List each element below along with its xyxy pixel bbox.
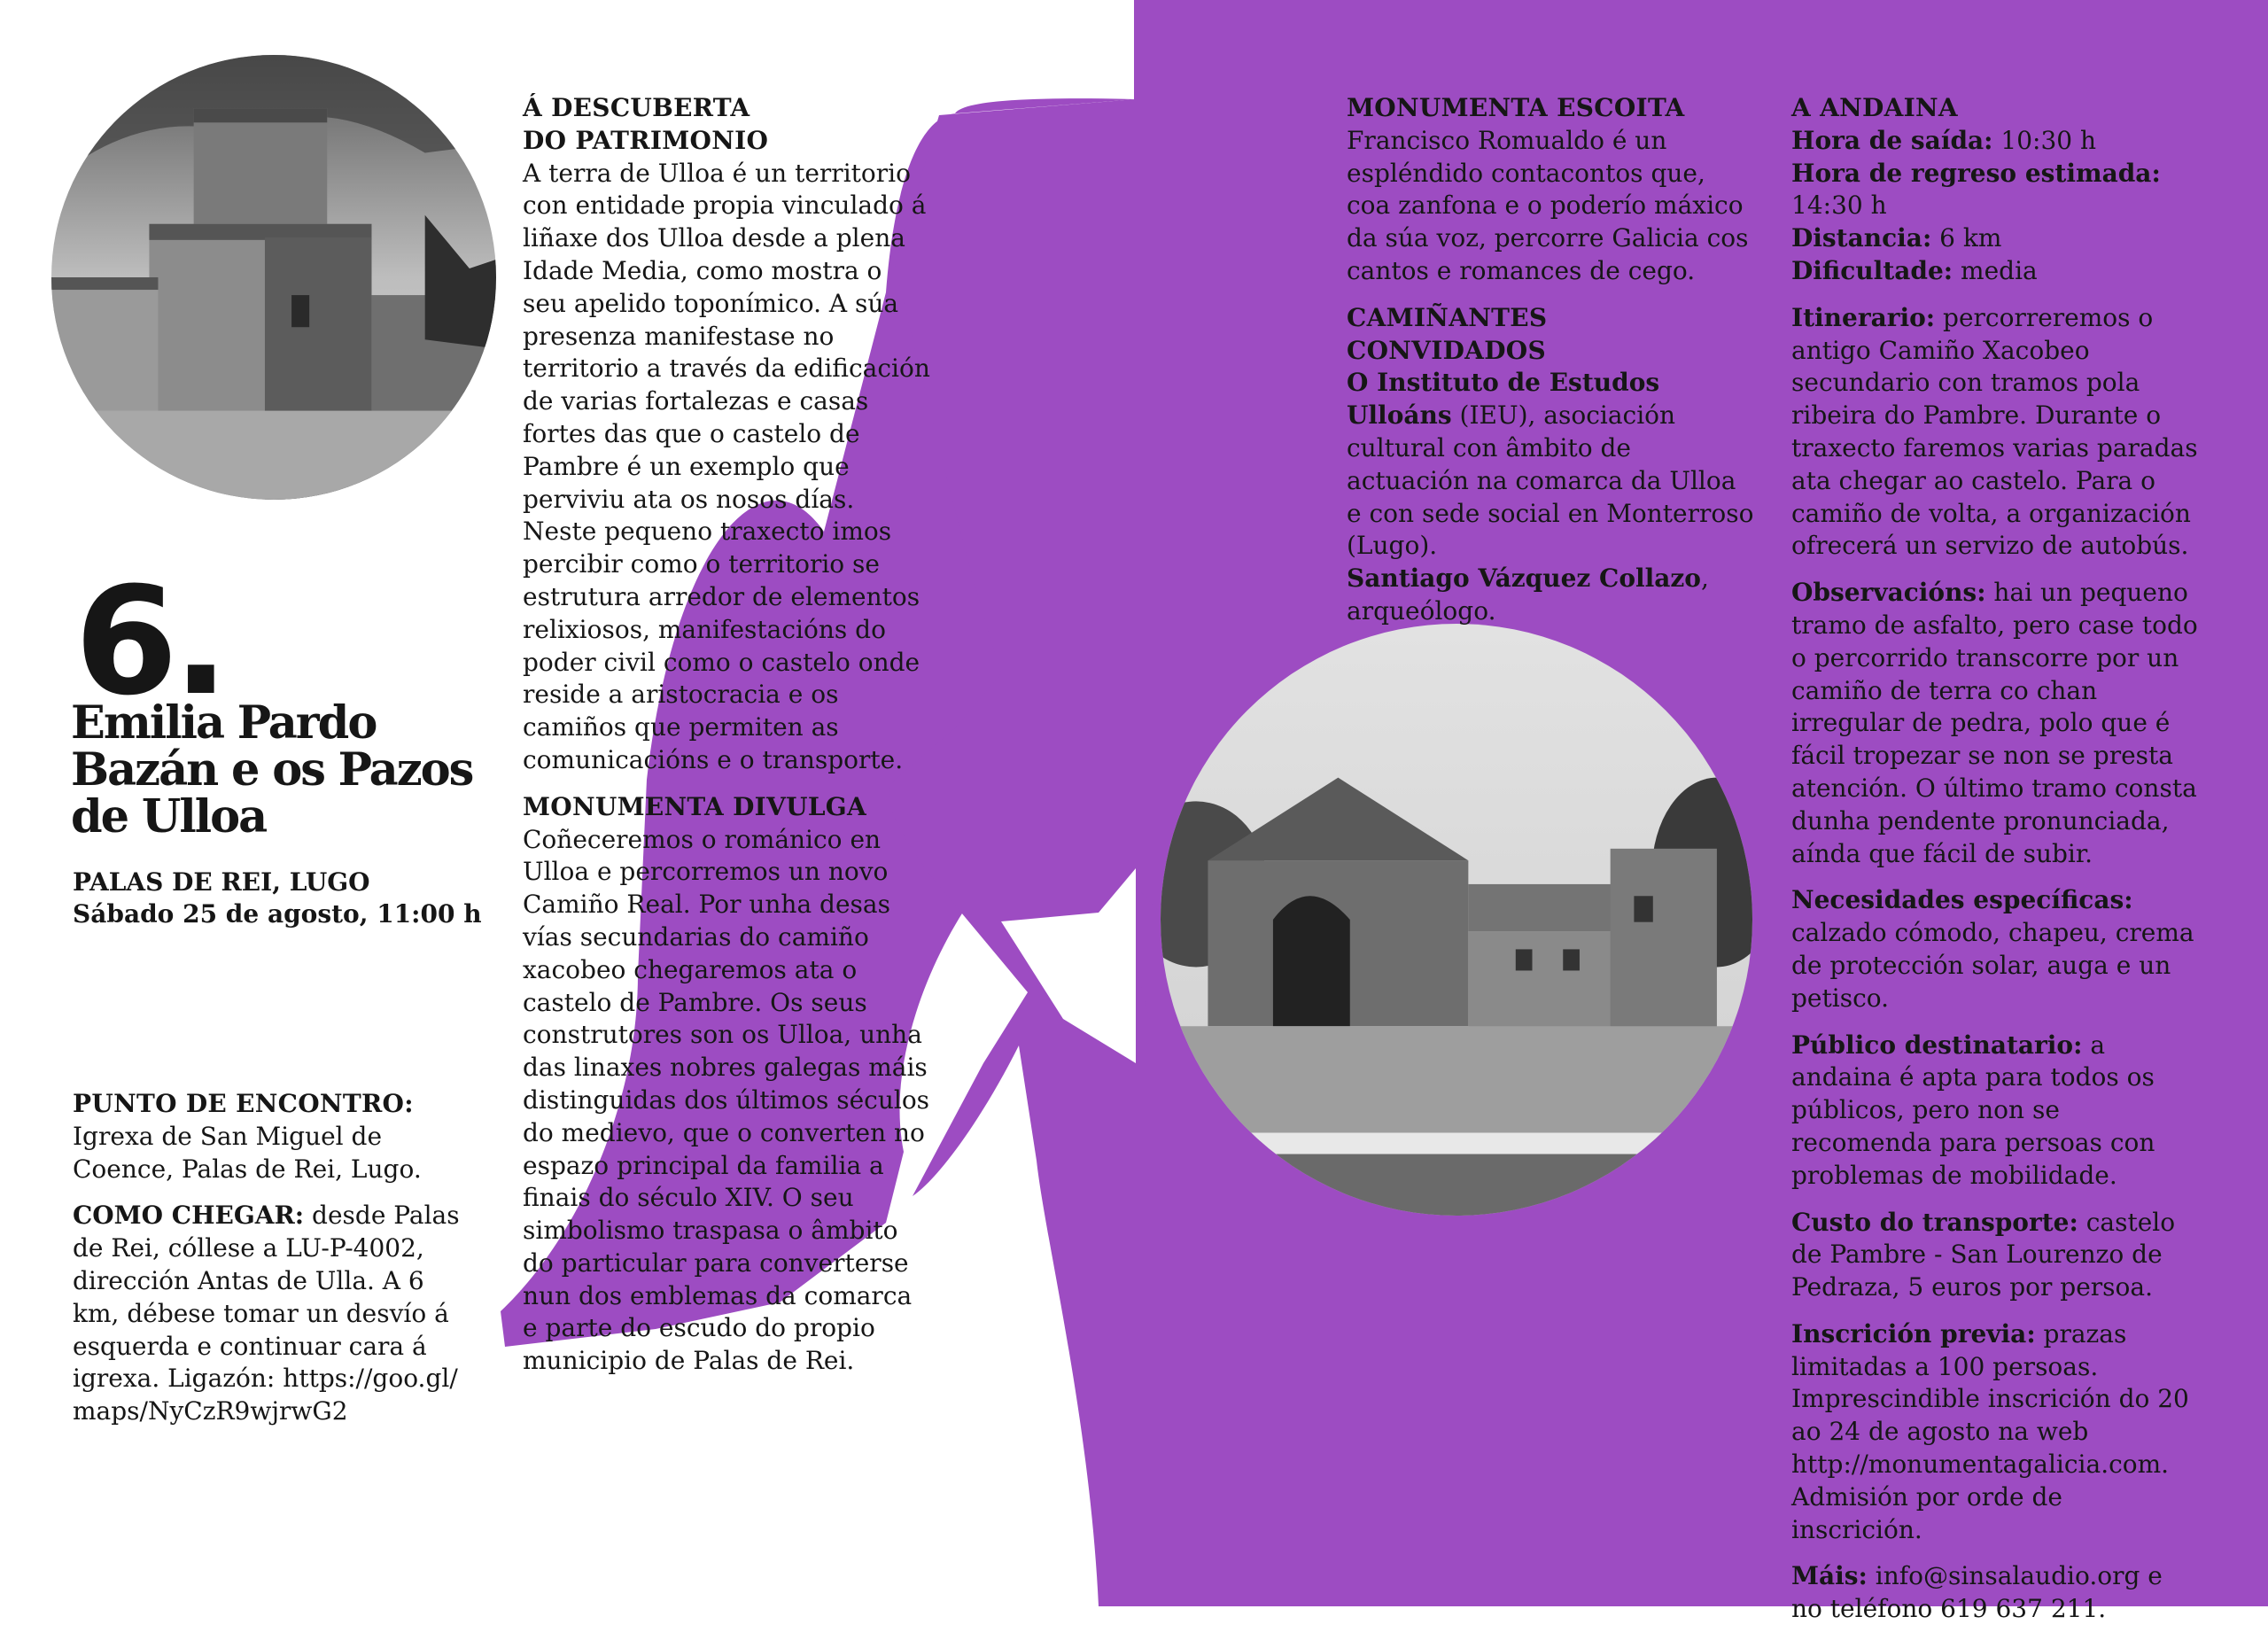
- custo-section: [1791, 1207, 2199, 1304]
- section-label: Máis:: [1791, 1561, 1868, 1591]
- escoita-column: [1347, 92, 1754, 642]
- fact-label: Hora de regreso estimada:: [1791, 158, 2161, 188]
- section-text: hai un pequeno tramo de asfalto, pero case todo o percorrido transcorre por un camiño de terra co chan irregular de pedra, polo que é fácil tropezar se non se presta atención. O último tramo consta dunha pendente pronunciada, aínda que fácil de subir.: [1791, 578, 2198, 868]
- divulga-section: [523, 791, 930, 1378]
- person-name: Santiago Vázquez Collazo: [1347, 564, 1701, 594]
- descuberta-section: [523, 92, 930, 777]
- descuberta-text: A terra de Ulloa é un territorio con entidade propia vinculado á liñaxe dos Ulloa desde a plena Idade Media, como mostra o seu apelido toponímico. A súa presenza manifestase no territorio a través da edificación de varias fortalezas e casas fortes das que o castelo de Pambre é un exemplo que perviviu ata os nosos días. Neste pequeno traxecto imos percibir como o territorio se estrutura arredor de elementos relixiosos, manifestacións do poder civil como o castelo onde reside a aristocracia e os camiños que permiten as comunicacións e o transporte.: [523, 158, 930, 774]
- como-label: COMO CHEGAR:: [73, 1201, 305, 1231]
- section-label: Custo do transporte:: [1791, 1207, 2078, 1237]
- escoita-heading: MONUMENTA ESCOITA: [1347, 93, 1685, 122]
- org-name: O Instituto de Estudos Ulloáns: [1347, 368, 1660, 431]
- section-label: Necesidades específicas:: [1791, 885, 2133, 915]
- divulga-heading: MONUMENTA DIVULGA: [523, 791, 867, 821]
- mais-section: [1791, 1560, 2199, 1626]
- event-number: 6.: [74, 555, 224, 728]
- andaina-column: [1791, 92, 2199, 1640]
- section-label: Observacións:: [1791, 578, 1986, 608]
- fact-label: Distancia:: [1791, 223, 1932, 253]
- andaina-facts: [1791, 92, 2199, 288]
- fact-regreso: [1791, 159, 2161, 221]
- title-line: Bazán e os Pazos: [71, 743, 473, 797]
- descuberta-heading-1: Á DESCUBERTA: [523, 93, 750, 122]
- stone-manor-photo-icon: [1161, 624, 1752, 1216]
- convidados-heading: CAMIÑANTES CONVIDADOS: [1347, 302, 1548, 365]
- org-text: (IEU), asociación cultural con âmbito de actuación na comarca da Ulloa e con sede social en Monterroso (Lugo).: [1347, 400, 1754, 561]
- fact-value: 14:30 h: [1791, 190, 1887, 221]
- fact-value: media: [1953, 255, 2038, 285]
- meeting-column: [73, 1088, 462, 1442]
- section-text[interactable]: prazas limitadas a 100 persoas. Imprescindible inscrición do 20 ao 24 de agosto na web http://monumentagalicia.com. Admisión por orde de inscrición.: [1791, 1318, 2189, 1544]
- section-label: Inscrición previa:: [1791, 1318, 2036, 1349]
- convidados-section: [1347, 302, 1754, 628]
- punto-text: Igrexa de San Miguel de Coence, Palas de Rei, Lugo.: [73, 1121, 422, 1184]
- inscricion-section: [1791, 1318, 2199, 1547]
- fact-label: Dificultade:: [1791, 255, 1953, 285]
- event-title: [71, 696, 487, 843]
- descuberta-heading-2: DO PATRIMONIO: [523, 125, 769, 155]
- escoita-section: [1347, 92, 1754, 288]
- itinerario-section: [1791, 302, 2199, 563]
- fact-distancia: [1791, 223, 2001, 253]
- event-subtitle: [73, 867, 482, 930]
- maps-link[interactable]: https://goo.gl/maps/NyCzR9wjrwG2: [73, 1364, 458, 1426]
- divulga-text: Coñeceremos o románico en Ulloa e percorremos un novo Camiño Real. Por unha desas vías secundarias do camiño xacobeo chegaremos ata o castelo de Pambre. Os seus construtores son os Ulloa, unha das linaxes nobres galegas máis distinguidas dos últimos séculos do medievo, que o converten no espazo principal da familia a finais do século XIV. O seu simbolismo traspasa o âmbito do particular para converterse nun dos emblemas da comarca e parte do escudo do propio municipio de Palas de Rei.: [523, 824, 930, 1376]
- pazo-photo: [1161, 624, 1752, 1216]
- fact-saida: [1791, 126, 2096, 155]
- observacions-section: [1791, 577, 2199, 870]
- section-text[interactable]: info@sinsalaudio.org e no teléfono 619 637 211.: [1791, 1561, 2163, 1624]
- castle-tower-photo-icon: [51, 55, 496, 500]
- fact-value: 6 km: [1931, 223, 2002, 253]
- how-to-get: [73, 1200, 462, 1428]
- fact-dificultade: [1791, 256, 2038, 285]
- event-location: PALAS DE REI, LUGO: [73, 867, 370, 897]
- meeting-point: [73, 1088, 462, 1185]
- person-role: , arqueólogo.: [1347, 564, 1709, 626]
- fact-label: Hora de saída:: [1791, 125, 1993, 155]
- punto-label: PUNTO DE ENCONTRO:: [73, 1089, 414, 1118]
- section-label: Público destinatario:: [1791, 1030, 2083, 1060]
- publico-section: [1791, 1030, 2199, 1193]
- section-text: percorreremos o antigo Camiño Xacobeo secundario con tramos pola ribeira do Pambre. Durante o traxecto faremos varias paradas ata chegar ao castelo. Para o camiño de volta, a organización ofrecerá un servizo de autobús.: [1791, 302, 2198, 561]
- castle-photo: [51, 55, 496, 500]
- como-text: desde Palas de Rei, cóllese a LU-P-4002, dirección Antas de Ulla. A 6 km, débese tomar un desvío á esquerda e continuar cara á igrexa. Ligazón:: [73, 1201, 460, 1394]
- section-text: castelo de Pambre - San Lourenzo de Pedraza, 5 euros por persoa.: [1791, 1207, 2176, 1302]
- fact-value: 10:30 h: [1992, 125, 2097, 155]
- escoita-text: Francisco Romualdo é un espléndido contacontos que, coa zanfona e o poderío máxico da súa voz, percorre Galicia cos cantos e romances de cego.: [1347, 125, 1749, 285]
- necesidades-section: [1791, 884, 2199, 1014]
- section-label: Itinerario:: [1791, 302, 1936, 332]
- section-text: calzado cómodo, chapeu, crema de protección solar, auga e un petisco.: [1791, 918, 2194, 1013]
- patrimonio-column: [523, 92, 930, 1392]
- title-line: de Ulloa: [71, 790, 267, 843]
- title-line: Emilia Pardo: [71, 696, 377, 750]
- section-text: a andaina é apta para todos os públicos, pero non se recomenda para persoas con problemas de mobilidade.: [1791, 1030, 2155, 1190]
- andaina-heading: A ANDAINA: [1791, 93, 1958, 122]
- event-date: Sábado 25 de agosto, 11:00 h: [73, 899, 482, 929]
